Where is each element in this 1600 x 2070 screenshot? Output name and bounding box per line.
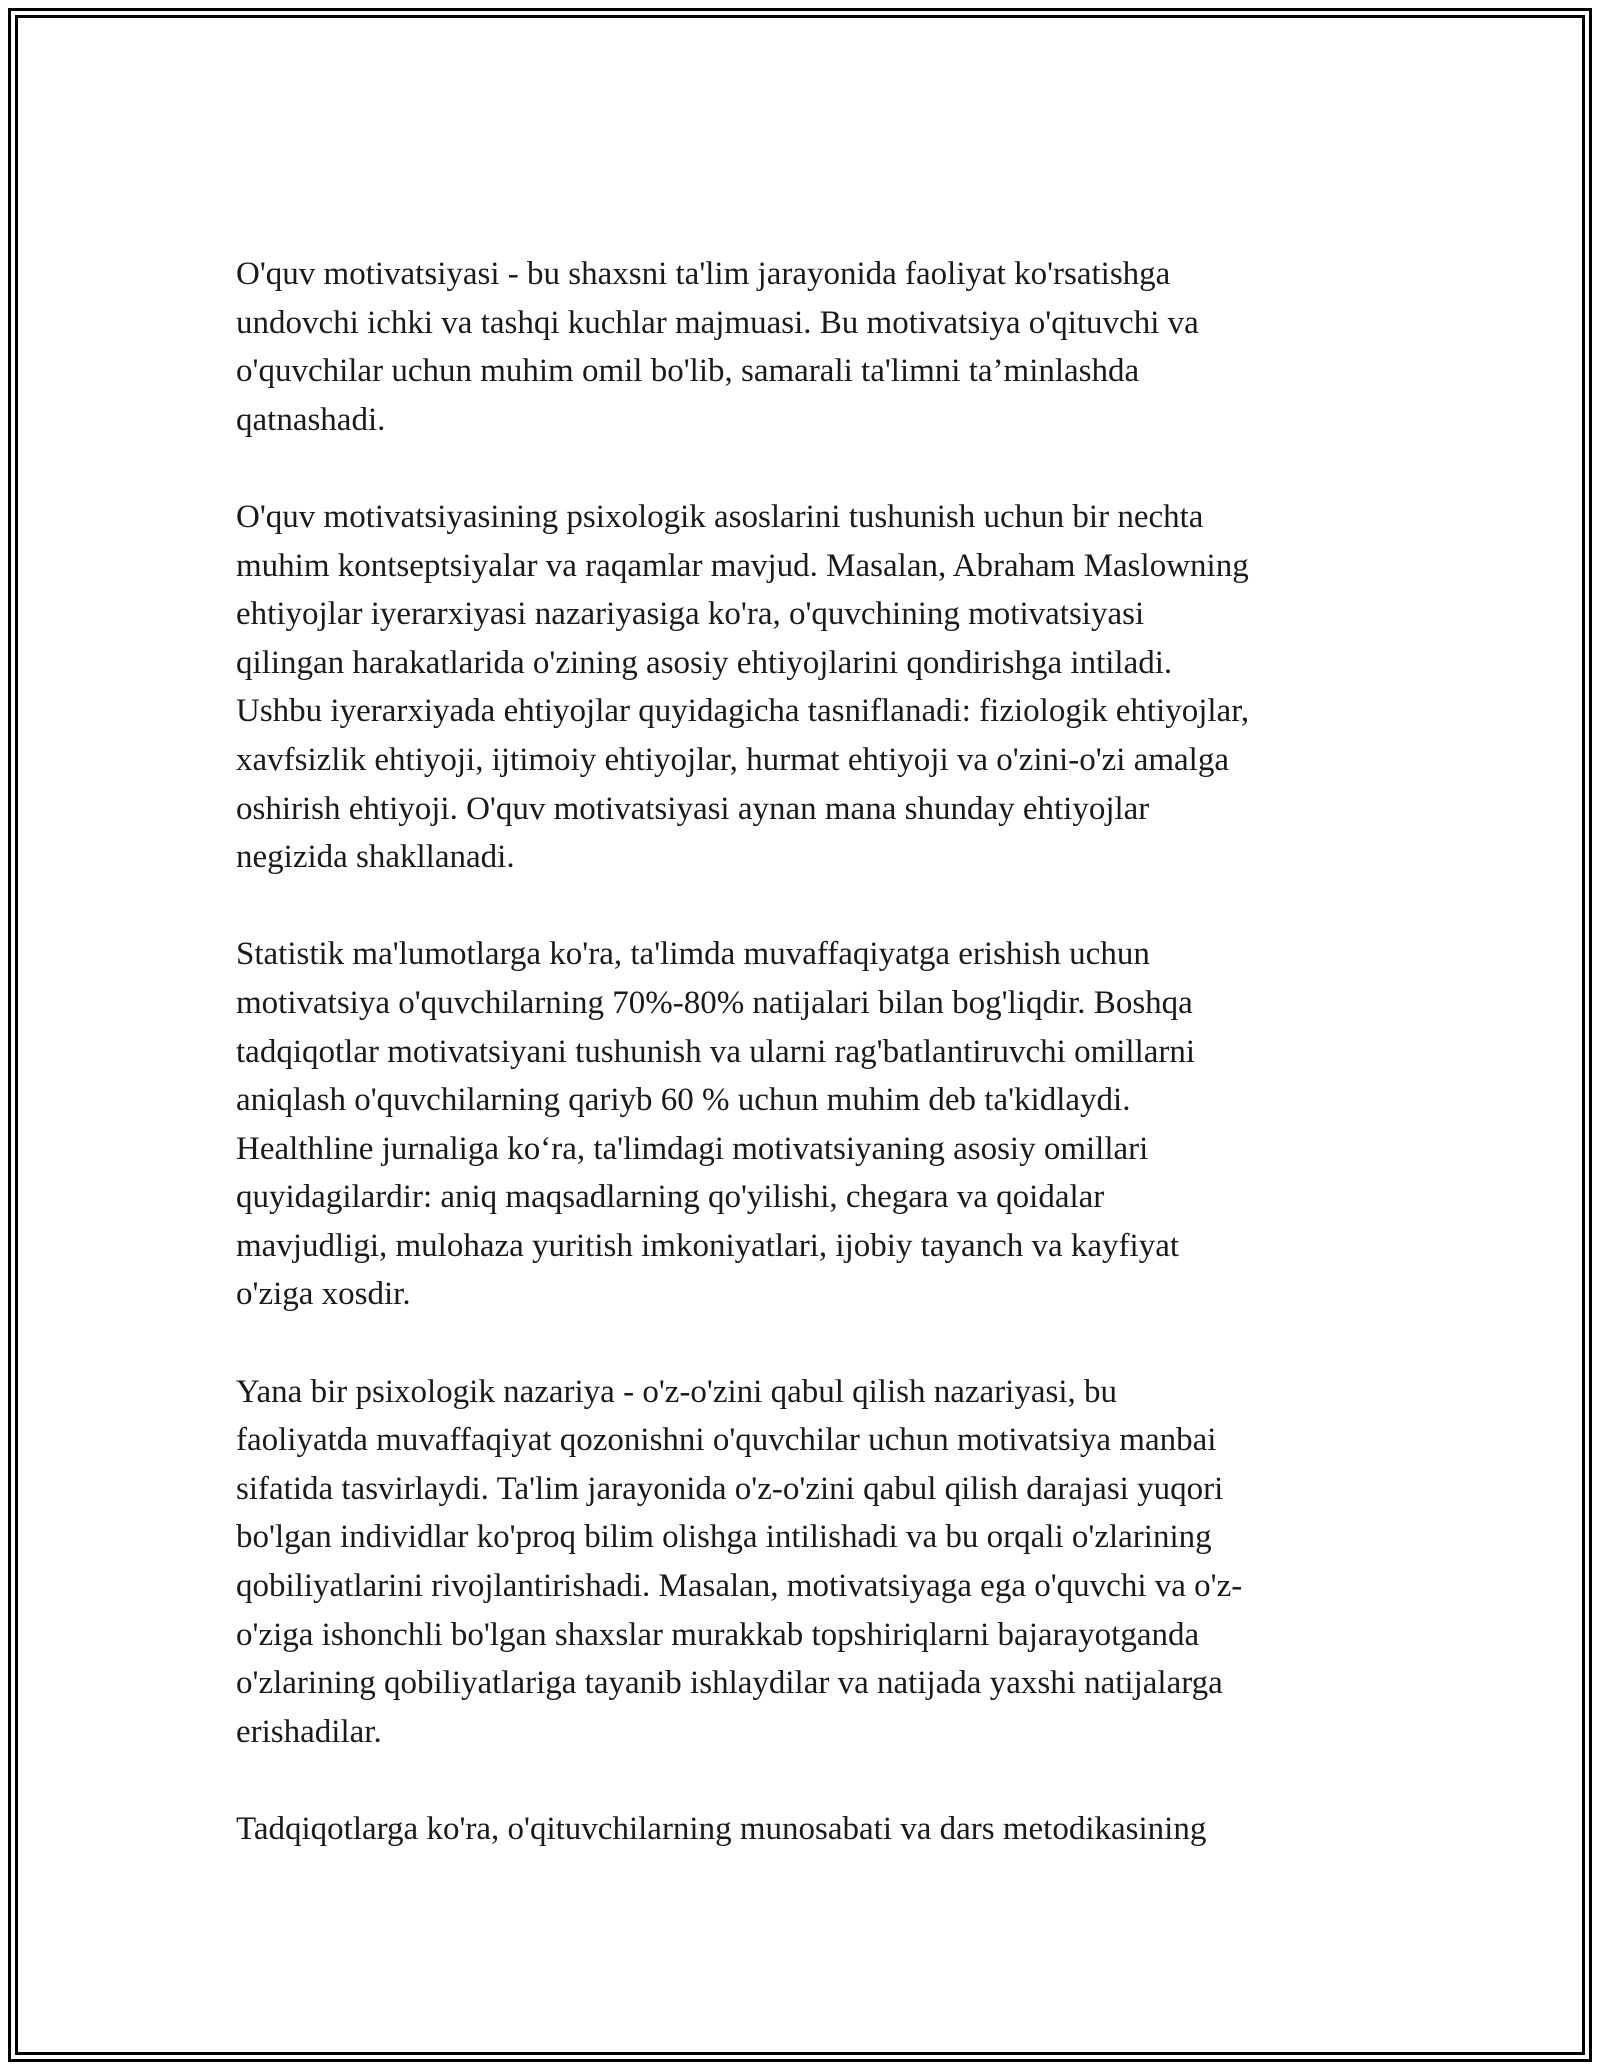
document-body [236,250,1386,1854]
text-line: ehtiyojlar iyerarxiyasi nazariyasiga ko'ra, o'quvchining motivatsiyasi [236,596,1145,633]
text-line: erishadilar. [236,1713,382,1750]
text-line: negizida shakllanadi. [236,839,515,876]
paragraph-1 [236,250,1386,444]
text-line: qilingan harakatlarida o'zining asosiy ehtiyojlarini qondirishga intiladi. [236,644,1173,681]
text-line: O'quv motivatsiyasi - bu shaxsni ta'lim jarayonida faoliyat ko'rsatishga [236,256,1171,292]
text-line: Healthline jurnaliga ko‘ra, ta'limdagi motivatsiyaning asosiy omillari [236,1130,1149,1167]
text-line: faoliyatda muvaffaqiyat qozonishni o'quvchilar uchun motivatsiya manbai [236,1422,1217,1459]
text-line: quyidagilardir: aniq maqsadlarning qo'yilishi, chegara va qoidalar [236,1179,1105,1216]
text-line: mavjudligi, mulohaza yuritish imkoniyatlari, ijobiy tayanch va kayfiyat [236,1227,1180,1264]
text-line: tadqiqotlar motivatsiyani tushunish va ularni rag'batlantiruvchi omillarni [236,1033,1196,1070]
text-line: Yana bir psixologik nazariya - o'z-o'zini qabul qilish nazariyasi, bu [236,1373,1117,1410]
text-line: oshirish ehtiyoji. O'quv motivatsiyasi aynan mana shunday ehtiyojlar [236,790,1150,827]
text-line: o'zlarining qobiliyatlariga tayanib ishlaydilar va natijada yaxshi natijalarga [236,1665,1223,1702]
text-line: Ushbu iyerarxiyada ehtiyojlar quyidagicha tasniflanadi: fiziologik ehtiyojlar, [236,693,1250,730]
text-line: Statistik ma'lumotlarga ko'ra, ta'limda muvaffaqiyatga erishish uchun [236,936,1150,973]
text-line: motivatsiya o'quvchilarning 70%-80% natijalari bilan bog'liqdir. Boshqa [236,984,1193,1021]
paragraph-2 [236,493,1386,882]
text-line: O'quv motivatsiyasining psixologik asoslarini tushunish uchun bir nechta [236,498,1204,535]
paragraph-5 [236,1805,1386,1854]
text-line: qatnashadi. [236,401,386,438]
text-line: qobiliyatlarini rivojlantirishadi. Masalan, motivatsiyaga ega o'quvchi va o'z- [236,1568,1243,1605]
text-line: xavfsizlik ehtiyoji, ijtimoiy ehtiyojlar, hurmat ehtiyoji va o'zini-o'zi amalga [236,741,1229,778]
paragraph-3 [236,930,1386,1319]
text-line: o'ziga xosdir. [236,1276,411,1313]
text-line: bo'lgan individlar ko'proq bilim olishga intilishadi va bu orqali o'zlarining [236,1519,1212,1556]
text-line: aniqlash o'quvchilarning qariyb 60 % uchun muhim deb ta'kidlaydi. [236,1082,1131,1119]
text-line: o'ziga ishonchli bo'lgan shaxslar murakkab topshiriqlarni bajarayotganda [236,1616,1200,1653]
text-line: sifatida tasvirlaydi. Ta'lim jarayonida o'z-o'zini qabul qilish darajasi yuqori [236,1470,1224,1507]
text-line: o'quvchilar uchun muhim omil bo'lib, samarali ta'limni ta’minlashda [236,353,1140,390]
text-line: muhim kontseptsiyalar va raqamlar mavjud. Masalan, Abraham Maslowning [236,547,1249,584]
text-line: Tadqiqotlarga ko'ra, o'qituvchilarning munosabati va dars metodikasining [236,1811,1207,1847]
text-line: undovchi ichki va tashqi kuchlar majmuasi. Bu motivatsiya o'qituvchi va [236,304,1199,341]
paragraph-4 [236,1368,1386,1757]
